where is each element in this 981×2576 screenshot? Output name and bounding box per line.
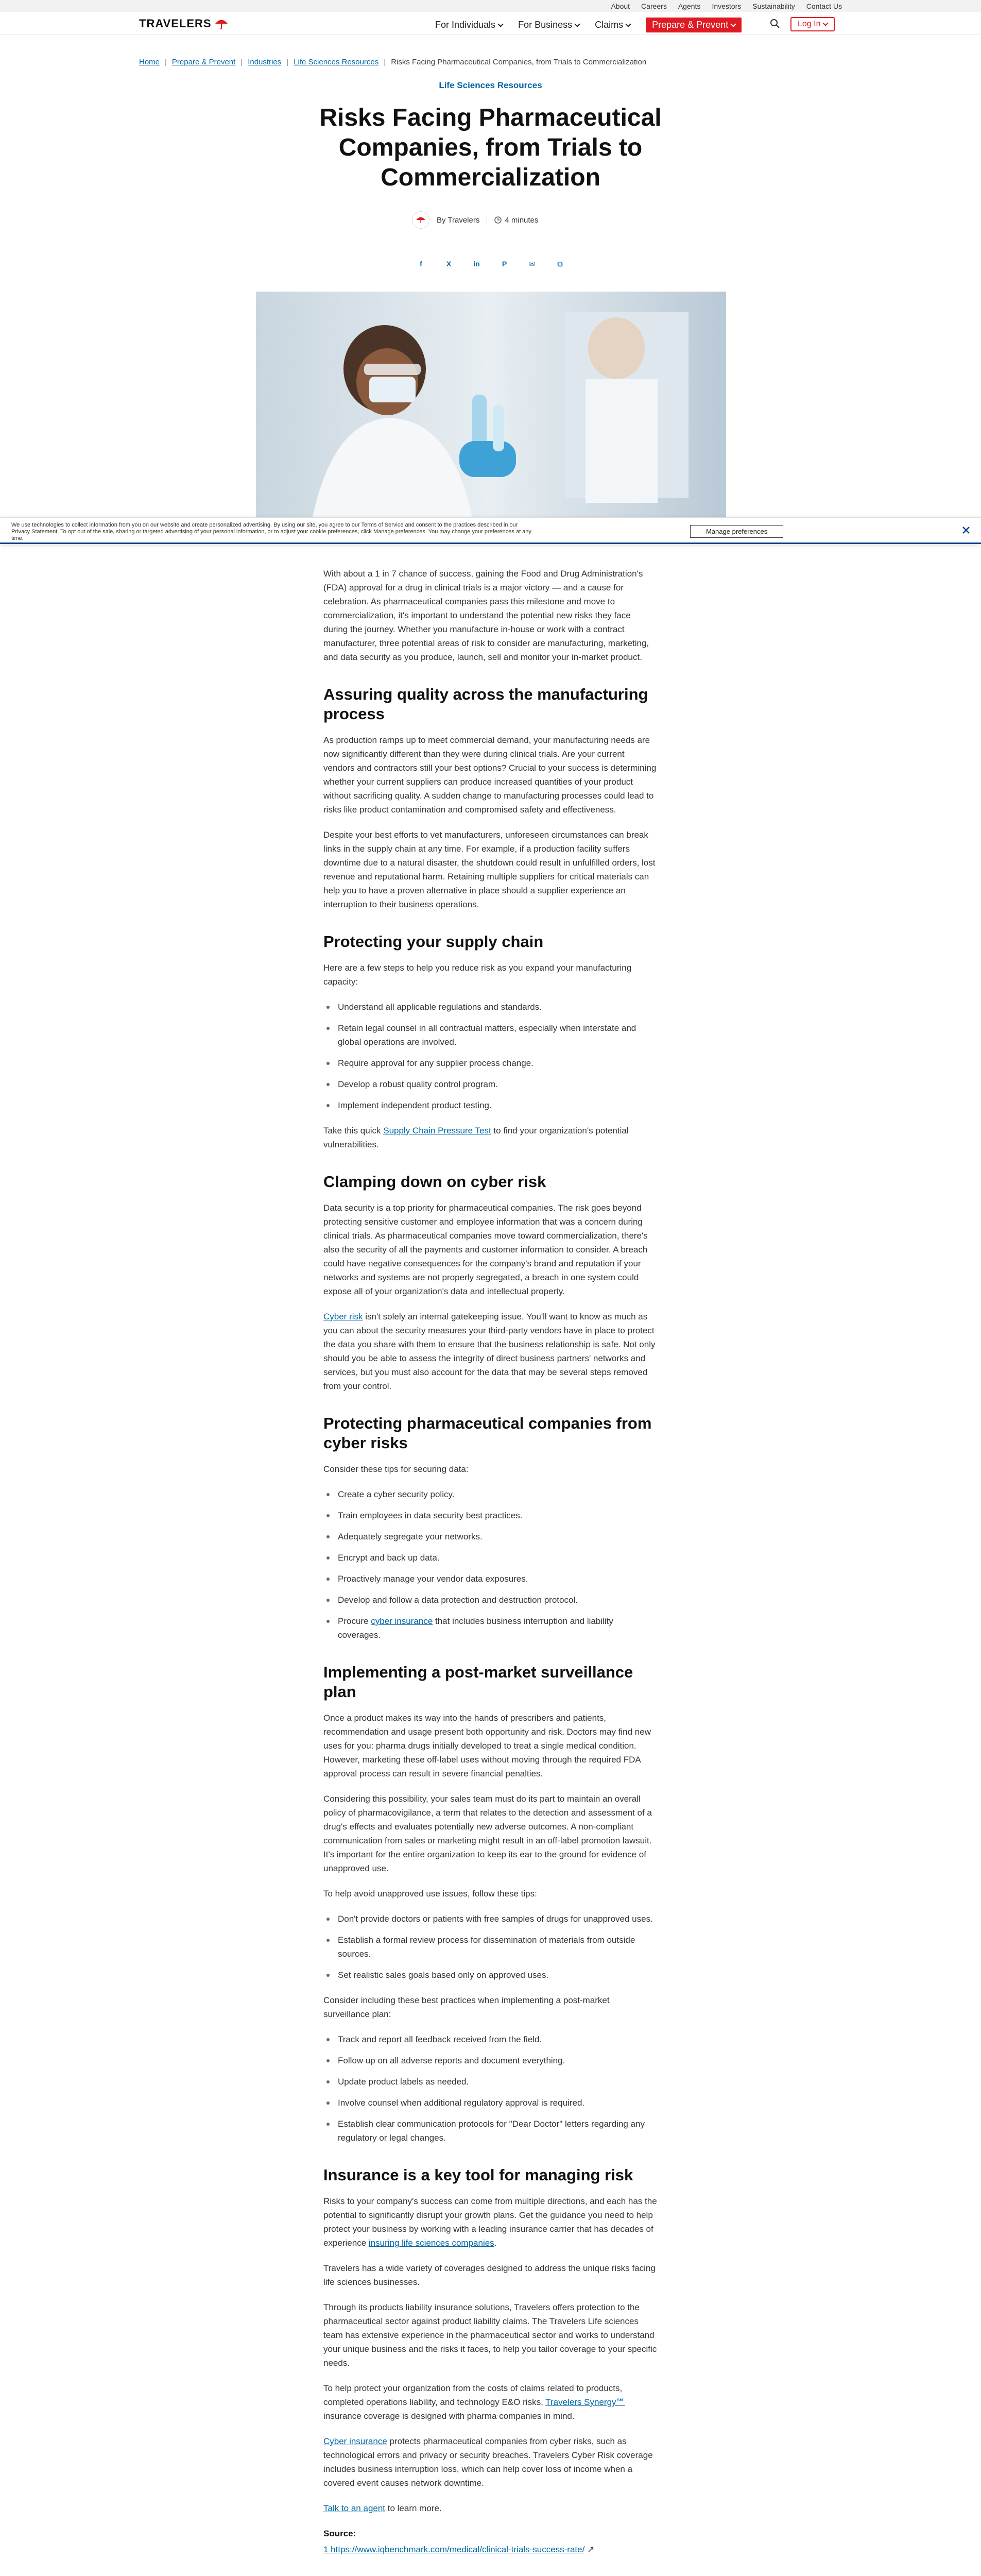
breadcrumb-home[interactable]: Home <box>139 58 160 66</box>
intro-paragraph: With about a 1 in 7 chance of success, gaining the Food and Drug Administration's (FDA) approval for a drug in clinical trials is a major victory — and a cause for celebration. As pharmaceutical companies pass this milestone and move to commercialization, it's important to understand the potential new risks they face during the journey. Whether you manufacture in-house or work with a contract manufacturer, three potential areas of risk to consider are manufacturing, marketing, and data security as you produce, launch, sell and monitor your in-market product. <box>323 569 649 662</box>
chevron-down-icon <box>823 20 829 26</box>
list-item: Set realistic sales goals based only on approved uses. <box>323 1968 657 1982</box>
x-icon[interactable]: X <box>446 260 452 268</box>
breadcrumb-prepare[interactable]: Prepare & Prevent <box>171 58 236 66</box>
cyber-tips-list <box>323 1487 657 1642</box>
travelers-logo[interactable] <box>139 17 228 30</box>
list-item: Establish clear communication protocols for "Dear Doctor" letters regarding any regulatory or legal changes. <box>323 2117 657 2145</box>
chevron-down-icon <box>731 21 736 27</box>
supply-chain-test-link[interactable]: Supply Chain Pressure Test <box>383 1126 491 1136</box>
linkedin-icon[interactable]: in <box>473 260 480 268</box>
umbrella-icon <box>215 18 228 29</box>
read-time: 4 minutes <box>487 216 538 225</box>
facebook-icon[interactable]: f <box>420 260 422 268</box>
logo-text: TRAVELERS <box>139 16 212 30</box>
paragraph: Consider including these best practices when implementing a post-market surveillance plan: <box>323 1995 610 2019</box>
supply-chain-list <box>323 1000 657 1112</box>
paragraph: To help avoid unapproved use issues, follow these tips: <box>323 1889 537 1899</box>
author-name: By Travelers <box>437 215 480 225</box>
section-heading: Clamping down on cyber risk <box>323 1173 546 1191</box>
list-item: Develop a robust quality control program. <box>323 1077 657 1091</box>
utility-link-sustainability[interactable]: Sustainability <box>752 2 795 10</box>
author-avatar <box>412 211 429 229</box>
life-sciences-link[interactable]: insuring life sciences companies <box>368 2238 494 2248</box>
list-item: Proactively manage your vendor data exposures. <box>323 1572 657 1586</box>
surveillance-list <box>323 2032 657 2145</box>
list-item: Create a cyber security policy. <box>323 1487 657 1501</box>
nav-individuals[interactable]: For Individuals <box>435 20 503 30</box>
login-button[interactable]: Log In <box>790 17 835 31</box>
list-item: Follow up on all adverse reports and document everything. <box>323 2054 657 2067</box>
source-label: Source: <box>323 2529 356 2538</box>
list-item: Establish a formal review process for dissemination of materials from outside sources. <box>323 1933 657 1961</box>
cyber-insurance-link-2[interactable]: Cyber insurance <box>323 2436 387 2446</box>
paragraph: Travelers has a wide variety of coverages designed to address the unique risks facing life sciences businesses. <box>323 2263 656 2287</box>
paragraph: Consider these tips for securing data: <box>323 1464 469 1474</box>
list-item: Don't provide doctors or patients with free samples of drugs for unapproved uses. <box>323 1912 657 1926</box>
utility-link-investors[interactable]: Investors <box>712 2 742 10</box>
utility-link-about[interactable]: About <box>611 2 630 10</box>
share-bar-top <box>0 259 981 269</box>
paragraph: Cyber insurance protects pharmaceutical companies from cyber risks, such as technological errors and privacy or security breaches. Travelers Cyber Risk coverage includes business interruption loss, which can help cover loss of income when a covered event causes network downtime. <box>323 2436 653 2488</box>
list-item: Involve counsel when additional regulatory approval is required. <box>323 2096 657 2110</box>
cookie-text: We use technologies to collect information from you on our website and create personalized advertising. By using our site, you agree to our Terms of Service and consent to the practices described in our Privacy Statement. To opt out of the sale, sharing or targeted advertising of your personal information, or to adjust your cookie preferences, click Manage preferences. You may change your preferences at any time. <box>11 522 531 541</box>
list-item: Understand all applicable regulations and standards. <box>323 1000 657 1014</box>
copy-link-icon[interactable]: ⧉ <box>557 259 563 268</box>
section-heading: Implementing a post-market surveillance plan <box>323 1663 633 1701</box>
chevron-down-icon <box>497 21 503 27</box>
paragraph: Here are a few steps to help you reduce risk as you expand your manufacturing capacity: <box>323 963 632 987</box>
list-item: Procure cyber insurance that includes business interruption and liability coverages. <box>323 1614 657 1642</box>
section-heading: Assuring quality across the manufacturing process <box>323 685 648 723</box>
nav-prepare-prevent[interactable]: Prepare & Prevent <box>646 18 742 32</box>
nav-business[interactable]: For Business <box>518 20 579 30</box>
breadcrumb-life-sciences[interactable]: Life Sciences Resources <box>294 58 379 66</box>
search-icon[interactable] <box>770 19 780 29</box>
hero-image <box>256 292 726 517</box>
cookie-banner <box>0 517 981 544</box>
list-item: Update product labels as needed. <box>323 2075 657 2089</box>
manage-preferences-button[interactable]: Manage preferences <box>690 525 783 538</box>
cyber-risk-link[interactable]: Cyber risk <box>323 1312 363 1321</box>
close-icon[interactable] <box>961 525 971 535</box>
clock-icon <box>494 216 502 224</box>
synergy-link[interactable]: Travelers Synergy℠ <box>545 2397 625 2407</box>
utility-link-contact[interactable]: Contact Us <box>806 2 842 10</box>
site-header <box>0 12 981 35</box>
list-item: Implement independent product testing. <box>323 1098 657 1112</box>
main-nav <box>435 18 742 32</box>
chevron-down-icon <box>574 21 580 27</box>
paragraph: Through its products liability insurance solutions, Travelers offers protection to the pharmaceutical sector against product liability claims. The Travelers Life sciences team has extensive experience in the pharmaceutical sector and works to understand your unique business and the risks it faces, to help you tailor coverage to your specific needs. <box>323 2302 657 2368</box>
breadcrumb: Home | Prepare & Prevent | Industries | Life Sciences Resources | Risks Facing Pharmaceutical Companies, from Trials to Commercialization <box>139 58 647 66</box>
utility-link-agents[interactable]: Agents <box>678 2 701 10</box>
paragraph: Data security is a top priority for pharmaceutical companies. The risk goes beyond protecting sensitive customer and employee information that was a concern during clinical trials. As pharmaceutical companies move toward commercialization, there's also the security of all the payments and customer information to consider. A breach could have negative consequences for the company's brand and reputation if your networks and systems are not properly segregated, a breach in one system could expose all of your organization's data and intellectual property. <box>323 1203 648 1296</box>
paragraph: Cyber risk isn't solely an internal gatekeeping issue. You'll want to know as much as you can about the security measures your third-party vendors have in place to protect the data you share with them to ensure that the business relationship is safe. Not only should you be able to assess the integrity of direct business partners' networks and services, but you must also account for the data that may be several steps removed from your control. <box>323 1312 656 1391</box>
list-item: Track and report all feedback received from the field. <box>323 2032 657 2046</box>
list-item: Develop and follow a data protection and destruction protocol. <box>323 1593 657 1607</box>
section-heading: Protecting your supply chain <box>323 933 544 951</box>
paragraph: Risks to your company's success can come from multiple directions, and each has the potential to significantly disrupt your growth plans. Get the guidance you need to help protect your business by working with a leading insurance carrier that has decades of experience insuring life sciences companies. <box>323 2196 657 2248</box>
list-item: Encrypt and back up data. <box>323 1551 657 1565</box>
pinterest-icon[interactable]: P <box>502 260 507 268</box>
list-item: Adequately segregate your networks. <box>323 1530 657 1544</box>
source-link[interactable]: 1 https://www.iqbenchmark.com/medical/clinical-trials-success-rate/ ↗ <box>323 2545 595 2554</box>
unapproved-use-list <box>323 1912 657 1982</box>
paragraph: As production ramps up to meet commercial demand, your manufacturing needs are now significantly different than they were during clinical trials. Are your current vendors and contractors still your best options? Crucial to your success is determining whether your current suppliers can produce increased quantities of your product without sacrificing quality. A sudden change to manufacturing processes could lead to risks like product contamination and compromised safety and effectiveness. <box>323 735 657 815</box>
list-item: Retain legal counsel in all contractual matters, especially when interstate and global operations are involved. <box>323 1021 657 1049</box>
paragraph: Talk to an agent to learn more. <box>323 2503 442 2513</box>
page-title: Risks Facing Pharmaceutical Companies, from Trials to Commercialization <box>319 104 662 191</box>
email-icon[interactable]: ✉ <box>529 259 536 268</box>
utility-link-careers[interactable]: Careers <box>641 2 667 10</box>
external-link-icon: ↗ <box>587 2545 595 2554</box>
paragraph: To help protect your organization from the costs of claims related to products, completed operations liability, and technology E&O risks, Travelers Synergy℠ insurance coverage is designed with pharma companies in mind. <box>323 2383 625 2421</box>
umbrella-icon <box>416 216 426 224</box>
talk-to-agent-link[interactable]: Talk to an agent <box>323 2503 386 2513</box>
list-item: Require approval for any supplier process change. <box>323 1056 657 1070</box>
article-category[interactable]: Life Sciences Resources <box>439 80 542 90</box>
byline <box>412 211 538 229</box>
paragraph: Once a product makes its way into the hands of prescribers and patients, recommendation and usage present both opportunity and risk. Doctors may find new uses for you: pharma drugs initially developed to treat a single medical condition. However, marketing these off-label uses without moving through the required FDA approval process can result in severe financial penalties. <box>323 1713 651 1778</box>
breadcrumb-industries[interactable]: Industries <box>248 58 282 66</box>
paragraph: Take this quick Supply Chain Pressure Test to find your organization's potential vulnerabilities. <box>323 1126 629 1149</box>
section-heading: Protecting pharmaceutical companies from cyber risks <box>323 1414 652 1452</box>
breadcrumb-current: Risks Facing Pharmaceutical Companies, from Trials to Commercialization <box>391 58 647 66</box>
paragraph: Despite your best efforts to vet manufacturers, unforeseen circumstances can break links in the supply chain at any time. For example, if a production facility suffers downtime due to a natural disaster, the shutdown could result in unfulfilled orders, lost revenue and reputational harm. Retaining multiple suppliers for critical materials can help you to have a proven alternative in place should a supplier experience an interruption to their business operations. <box>323 830 656 909</box>
chevron-down-icon <box>625 21 631 27</box>
cyber-insurance-link[interactable]: cyber insurance <box>371 1616 433 1626</box>
paragraph: Considering this possibility, your sales team must do its part to maintain an overall policy of pharmacovigilance, a term that relates to the detection and assessment of a drug's effects and evaluates potentially new adverse outcomes. A non-compliant communication from sales or marketing might result in an off-label promotion lawsuit. It's important for the entire organization to keep its ear to the ground for evidence of unapproved use. <box>323 1794 652 1873</box>
list-item: Train employees in data security best practices. <box>323 1509 657 1522</box>
section-heading: Insurance is a key tool for managing risk <box>323 2166 633 2184</box>
article-body <box>323 567 657 2568</box>
utility-bar <box>0 0 981 12</box>
nav-claims[interactable]: Claims <box>595 20 630 30</box>
